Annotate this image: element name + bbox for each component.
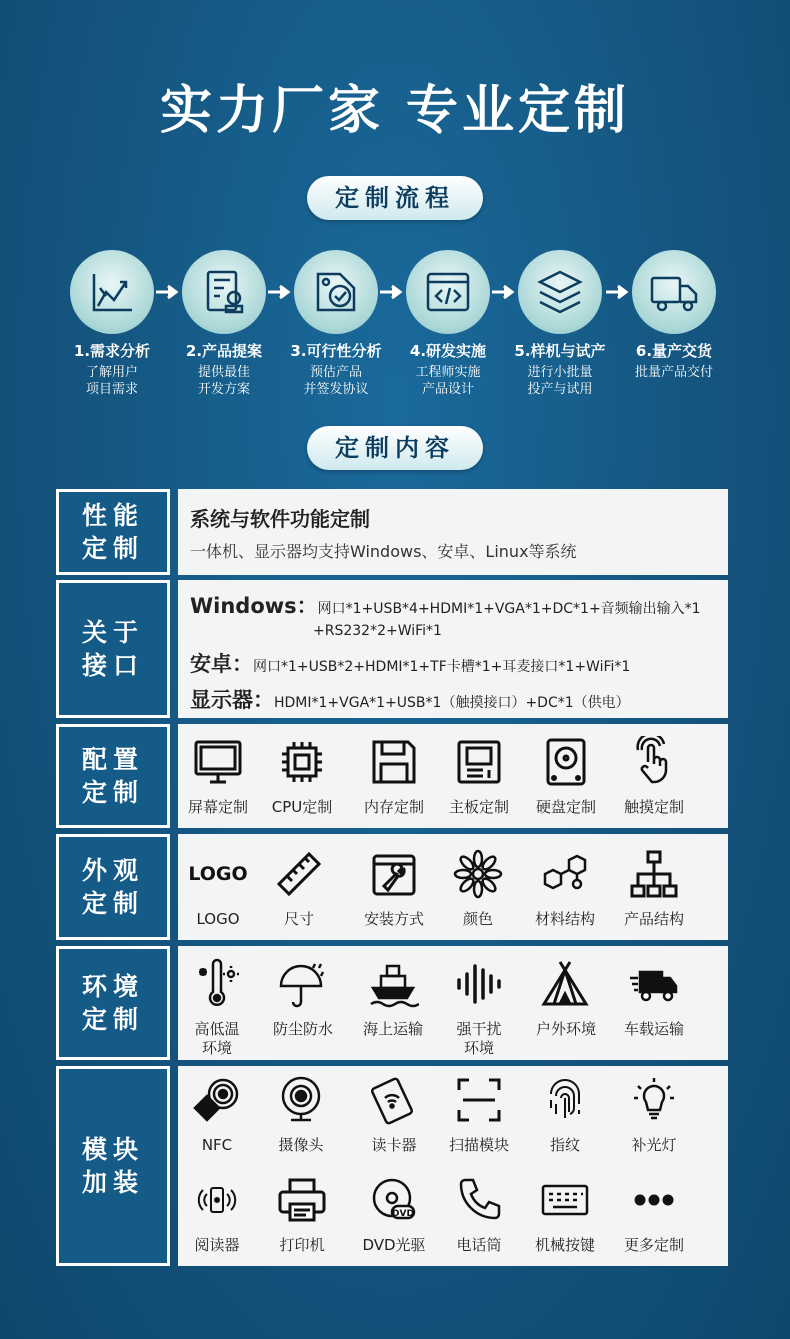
soundwave-icon [434,956,524,1012]
appearance-item: 材料结构 [520,846,610,929]
environment-item: 海上运输 [348,956,438,1039]
module-item: 更多定制 [609,1172,699,1255]
module-item: 摄像头 [256,1072,346,1155]
dvd-icon [349,1172,439,1228]
proposal-icon [182,250,266,334]
step-desc: 批量产品交付 [634,365,713,380]
floppy-icon [349,734,439,790]
fast-truck-icon [609,956,699,1012]
arrow-right-icon [156,282,180,302]
performance-head: 系统与软件功能定制 [190,507,370,531]
molecule-icon [520,846,610,902]
config-item: 触摸定制 [609,734,699,817]
process-heading: 定制流程 [307,176,483,220]
svg-text:DVD: DVD [392,1209,414,1219]
appearance-item: LOGO LOGO [173,846,263,929]
harddisk-icon [521,734,611,790]
module-item: 指纹 [520,1072,610,1155]
reader-icon [172,1172,262,1228]
nfc-icon [172,1072,262,1128]
module-item: 打印机 [257,1172,347,1255]
arrow-right-icon [492,282,516,302]
color-flower-icon [433,846,523,902]
umbrella-icon [258,956,348,1012]
content-heading: 定制内容 [307,426,483,470]
step-desc: 工程师实施 产品设计 [415,365,481,397]
module-item: 扫描模块 [434,1072,524,1155]
scan-icon [434,1072,524,1128]
step-desc: 了解用户 项目需求 [85,365,138,397]
more-icon [609,1172,699,1228]
fingerprint-icon [520,1072,610,1128]
module-item: 阅读器 [172,1172,262,1255]
step-desc: 预估产品 并签发协议 [303,365,369,397]
android-line: 安卓：网口*1+USB*2+HDMI*1+TF卡槽*1+耳麦接口*1+WiFi*1 [190,652,631,676]
row-label-appearance: 外观 定制 [56,834,170,940]
printer-icon [257,1172,347,1228]
row-body-performance [178,489,728,575]
appearance-item: 颜色 [433,846,523,929]
appearance-item: 安装方式 [349,846,439,929]
config-item: CPU定制 [257,734,347,817]
environment-item: 高低温 环境 [172,956,262,1058]
ship-icon [348,956,438,1012]
row-label-performance: 性能 定制 [56,489,170,575]
step-title: 1.需求分析 [73,342,151,360]
windows-line-2: +RS232*2+WiFi*1 [313,623,442,639]
appearance-item: 尺寸 [254,846,344,929]
appearance-item: 产品结构 [609,846,699,929]
step-desc: 提供最佳 开发方案 [197,365,250,397]
code-icon [406,250,490,334]
row-label-config: 配置 定制 [56,724,170,828]
row-label-interfaces: 关于 接口 [56,580,170,718]
phone-icon [434,1172,524,1228]
ruler-icon [254,846,344,902]
lightbulb-icon [609,1072,699,1128]
keyboard-icon [520,1172,610,1228]
step-title: 5.样机与试产 [514,342,606,360]
step-title: 6.量产交货 [635,342,713,360]
feasibility-icon [294,250,378,334]
environment-item: 户外环境 [521,956,611,1039]
row-label-environment: 环境 定制 [56,946,170,1060]
hierarchy-icon [609,846,699,902]
motherboard-icon [434,734,524,790]
performance-text: 一体机、显示器均支持Windows、安卓、Linux等系统 [190,542,577,561]
page-title: 实力厂家 专业定制 [159,81,631,141]
step-title: 3.可行性分析 [290,342,382,360]
step-desc: 进行小批量 投产与试用 [527,365,593,397]
row-body-config [178,724,728,828]
truck-icon [632,250,716,334]
thermometer-icon [172,956,262,1012]
display-line: 显示器：HDMI*1+VGA*1+USB*1（触摸接口）+DC*1（供电） [190,688,630,712]
row-body-modules [178,1066,728,1266]
monitor-icon [173,734,263,790]
config-item: 主板定制 [434,734,524,817]
config-item: 屏幕定制 [173,734,263,817]
arrow-right-icon [380,282,404,302]
module-item: NFC [172,1072,262,1155]
config-item: 硬盘定制 [521,734,611,817]
environment-item: 车载运输 [609,956,699,1039]
row-body-environment [178,946,728,1060]
module-item: 补光灯 [609,1072,699,1155]
cpu-icon [257,734,347,790]
row-body-appearance [178,834,728,940]
logo-icon: LOGO [188,863,248,885]
tent-icon [521,956,611,1012]
step-title: 4.研发实施 [409,342,487,360]
arrow-right-icon [606,282,630,302]
step-title: 2.产品提案 [185,342,263,360]
layers-icon [518,250,602,334]
row-body-interfaces [178,580,728,718]
module-item: 机械按键 [520,1172,610,1255]
environment-item: 强干扰 环境 [434,956,524,1058]
touch-icon [609,734,699,790]
webcam-icon [256,1072,346,1128]
arrow-right-icon [268,282,292,302]
wrench-icon [349,846,439,902]
card-reader-icon [349,1072,439,1128]
module-item: 电话筒 [434,1172,524,1255]
row-label-modules: 模块 加装 [56,1066,170,1266]
module-item: DVD DVD光驱 [349,1172,439,1255]
config-item: 内存定制 [349,734,439,817]
module-item: 读卡器 [349,1072,439,1155]
chart-icon [70,250,154,334]
windows-line: Windows：网口*1+USB*4+HDMI*1+VGA*1+DC*1+音频输出输入*1 [190,594,701,618]
environment-item: 防尘防水 [258,956,348,1039]
